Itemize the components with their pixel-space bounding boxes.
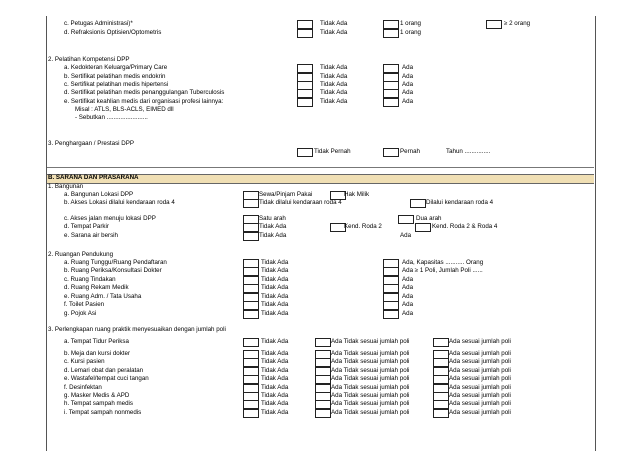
checkbox[interactable]: [383, 148, 399, 157]
option-label: Ada Tidak sesuai jumlah poli: [331, 392, 410, 399]
option-label: ≥ 2 orang: [504, 20, 531, 27]
option-label: Ada: [402, 301, 414, 308]
option-label: Tidak Ada: [320, 29, 348, 36]
row-label: e. Wastafel/tempat cuci tangan: [64, 375, 149, 382]
option-label: Ada Tidak sesuai jumlah poli: [331, 338, 410, 345]
option-label: Ada sesuai jumlah poli: [449, 392, 511, 399]
option-label: Ada sesuai jumlah poli: [449, 375, 511, 382]
checkbox[interactable]: [486, 20, 502, 29]
row-label: f. Desinfektan: [64, 384, 102, 391]
option-label: Ada Tidak sesuai jumlah poli: [331, 358, 410, 365]
checkbox[interactable]: [315, 375, 331, 384]
checkbox[interactable]: [297, 98, 313, 107]
option-label: Tidak Ada: [261, 392, 289, 399]
row-label: d. Tempat Parkir: [64, 223, 109, 230]
option-label: Tidak Ada: [261, 350, 289, 357]
checkbox[interactable]: [315, 409, 331, 418]
checkbox[interactable]: [243, 310, 259, 319]
option-label: Tidak dilalui kendaraan roda 4: [259, 199, 342, 206]
option-label: Tidak Ada: [320, 81, 348, 88]
section-heading: 3. Perlengkapan ruang praktik menyesuaikan dengan jumlah poli: [48, 326, 226, 333]
option-label: Ada Tidak sesuai jumlah poli: [331, 384, 410, 391]
checkbox[interactable]: [433, 358, 449, 367]
option-label: Tidak Ada: [320, 98, 348, 105]
option-label: 1 orang: [400, 29, 421, 36]
checkbox[interactable]: [410, 199, 426, 208]
checkbox[interactable]: [433, 409, 449, 418]
option-label: Dua arah: [416, 215, 442, 222]
row-label: d. Sertifikat pelatihan medis penanggulangan Tuberculosis: [64, 89, 225, 96]
option-label: Ada Tidak sesuai jumlah poli: [331, 400, 410, 407]
option-label: Hak Milik: [344, 191, 370, 198]
row-label: g. Masker Medis & APD: [64, 392, 130, 399]
option-label: Tidak Ada: [259, 232, 287, 239]
option-label: Ada: [402, 73, 414, 80]
section-heading: 1. Bangunan: [48, 183, 84, 190]
row-label: a. Kedokteran Keluarga/Primary Care: [64, 64, 168, 71]
year-field[interactable]: Tahun ...............: [446, 148, 491, 155]
checkbox[interactable]: [383, 310, 399, 319]
checkbox[interactable]: [243, 358, 259, 367]
option-label: Ada sesuai jumlah poli: [449, 384, 511, 391]
checkbox[interactable]: [383, 98, 399, 107]
option-label: Kend. Roda 2: [344, 223, 382, 230]
checkbox[interactable]: [398, 215, 414, 224]
checkbox[interactable]: [383, 267, 399, 276]
section-heading: 3. Penghargaan / Prestasi DPP: [48, 140, 134, 147]
row-label: f. Toilet Pasien: [64, 301, 105, 308]
option-label: Sewa/Pinjam Pakai: [259, 191, 313, 198]
checkbox[interactable]: [383, 301, 399, 310]
option-label: Ada sesuai jumlah poli: [449, 350, 511, 357]
option-label: Tidak Ada: [259, 223, 287, 230]
option-label: Satu arah: [259, 215, 286, 222]
option-label: Tidak Ada: [320, 89, 348, 96]
option-label: Ada: [402, 89, 414, 96]
row-label: c. Akses jalan menuju lokasi DPP: [64, 215, 156, 222]
note-text: Misal : ATLS, BLS-ACLS, EIMED dll: [75, 106, 174, 113]
checkbox[interactable]: [433, 400, 449, 409]
checkbox[interactable]: [243, 199, 259, 208]
option-label: Tidak Ada: [261, 358, 289, 365]
option-label: Tidak Ada: [261, 400, 289, 407]
checkbox[interactable]: [433, 338, 449, 347]
option-label: Tidak Ada: [261, 367, 289, 374]
option-label: Ada sesuai jumlah poli: [449, 400, 511, 407]
row-label: c. Petugas Administrasi)*: [64, 20, 133, 27]
option-label: Pernah: [400, 148, 420, 155]
option-label: Ada ≥ 1 Poli, Jumlah Poli ......: [402, 267, 483, 274]
option-label: Tidak Ada: [261, 301, 289, 308]
divider: [47, 167, 594, 168]
checkbox[interactable]: [243, 223, 259, 232]
option-label: Tidak Ada: [261, 338, 289, 345]
checkbox[interactable]: [433, 375, 449, 384]
row-label: d. Lemari obat dan peralatan: [64, 367, 144, 374]
row-label: c. Kursi pasien: [64, 358, 105, 365]
option-label: Ada, Kapasitas ........... Orang: [402, 259, 484, 266]
option-label: Ada Tidak sesuai jumlah poli: [331, 375, 410, 382]
checkbox[interactable]: [315, 338, 331, 347]
row-label: a. Bangunan Lokasi DPP: [64, 191, 134, 198]
option-label: Kend. Roda 2 & Roda 4: [432, 223, 498, 230]
option-label: Ada: [402, 81, 414, 88]
row-label: i. Tempat sampah nonmedis: [64, 409, 142, 416]
section-heading: 2. Ruangan Pendukung: [48, 251, 114, 258]
row-label: g. Pojok Asi: [64, 310, 97, 317]
checkbox[interactable]: [243, 375, 259, 384]
row-label: d. Refraksionis Optisien/Optometris: [64, 29, 162, 36]
option-label: Tidak Ada: [261, 276, 289, 283]
option-label: Tidak Ada: [261, 259, 289, 266]
option-label: Tidak Ada: [261, 384, 289, 391]
section-heading: 2. Pelatihan Kompetensi DPP: [48, 56, 130, 63]
option-label: Ada Tidak sesuai jumlah poli: [331, 350, 410, 357]
option-label: Tidak Ada: [261, 375, 289, 382]
option-label: Ada sesuai jumlah poli: [449, 358, 511, 365]
option-label: Tidak Ada: [320, 73, 348, 80]
option-label: Ada Tidak sesuai jumlah poli: [331, 409, 410, 416]
row-label: c. Sertifikat pelatihan medis hipertensi: [64, 81, 169, 88]
checkbox[interactable]: [297, 89, 313, 98]
option-label: Tidak Ada: [320, 20, 348, 27]
row-label: b. Meja dan kursi dokter: [64, 350, 131, 357]
checkbox[interactable]: [243, 400, 259, 409]
row-label: b. Akses Lokasi dilalui kendaraan roda 4: [64, 199, 175, 206]
section-title: B. SARANA DAN PRASARANA: [48, 174, 139, 181]
checkbox[interactable]: [297, 29, 313, 38]
option-label: Tidak Pernah: [314, 148, 351, 155]
checkbox[interactable]: [315, 358, 331, 367]
option-label: Ada: [402, 276, 414, 283]
checkbox[interactable]: [415, 223, 431, 232]
row-label: b. Ruang Periksa/Konsultasi Dokter: [64, 267, 162, 274]
checkbox[interactable]: [383, 20, 399, 29]
option-label: Ada sesuai jumlah poli: [449, 338, 511, 345]
checkbox[interactable]: [297, 64, 313, 73]
checkbox[interactable]: [243, 267, 259, 276]
checkbox[interactable]: [243, 284, 259, 293]
checkbox[interactable]: [243, 338, 259, 347]
checkbox[interactable]: [315, 400, 331, 409]
option-label: Tidak Ada: [261, 409, 289, 416]
option-label: Tidak Ada: [261, 284, 289, 291]
option-label: Tidak Ada: [261, 310, 289, 317]
checkbox[interactable]: [383, 64, 399, 73]
row-label: c. Ruang Tindakan: [64, 276, 116, 283]
option-label: Ada sesuai jumlah poli: [449, 367, 511, 374]
row-label: a. Tempat Tidur Periksa: [64, 338, 129, 345]
checkbox[interactable]: [383, 29, 399, 38]
row-label: e. Sertifikat keahlian medis dari organisasi profesi lainnya:: [64, 98, 224, 105]
option-label: Ada: [402, 64, 414, 71]
checkbox[interactable]: [243, 232, 259, 241]
option-label: Ada: [402, 310, 414, 317]
row-label: e. Sarana air bersih: [64, 232, 118, 239]
option-label: Ada: [400, 232, 412, 239]
row-label: a. Ruang Tunggu/Ruang Pendaftaran: [64, 259, 167, 266]
row-label: e. Ruang Adm. / Tata Usaha: [64, 293, 142, 300]
row-label: d. Ruang Rekam Medik: [64, 284, 129, 291]
checkbox[interactable]: [383, 284, 399, 293]
note-text: - Sebutkan ........................: [75, 114, 148, 121]
checkbox[interactable]: [297, 148, 313, 157]
option-label: Tidak Ada: [320, 64, 348, 71]
option-label: Tidak Ada: [261, 293, 289, 300]
option-label: Dilalui kendaraan roda 4: [426, 199, 494, 206]
checkbox[interactable]: [297, 20, 313, 29]
option-label: Ada: [402, 284, 414, 291]
option-label: Ada: [402, 293, 414, 300]
checkbox[interactable]: [383, 89, 399, 98]
option-label: Tidak Ada: [261, 267, 289, 274]
option-label: Ada: [402, 98, 414, 105]
checkbox[interactable]: [243, 409, 259, 418]
option-label: 1 orang: [400, 20, 421, 27]
row-label: h. Tempat sampah medis: [64, 400, 134, 407]
option-label: Ada Tidak sesuai jumlah poli: [331, 367, 410, 374]
checkbox[interactable]: [243, 301, 259, 310]
row-label: b. Sertifikat pelatihan medis endokrin: [64, 73, 166, 80]
option-label: Ada sesuai jumlah poli: [449, 409, 511, 416]
